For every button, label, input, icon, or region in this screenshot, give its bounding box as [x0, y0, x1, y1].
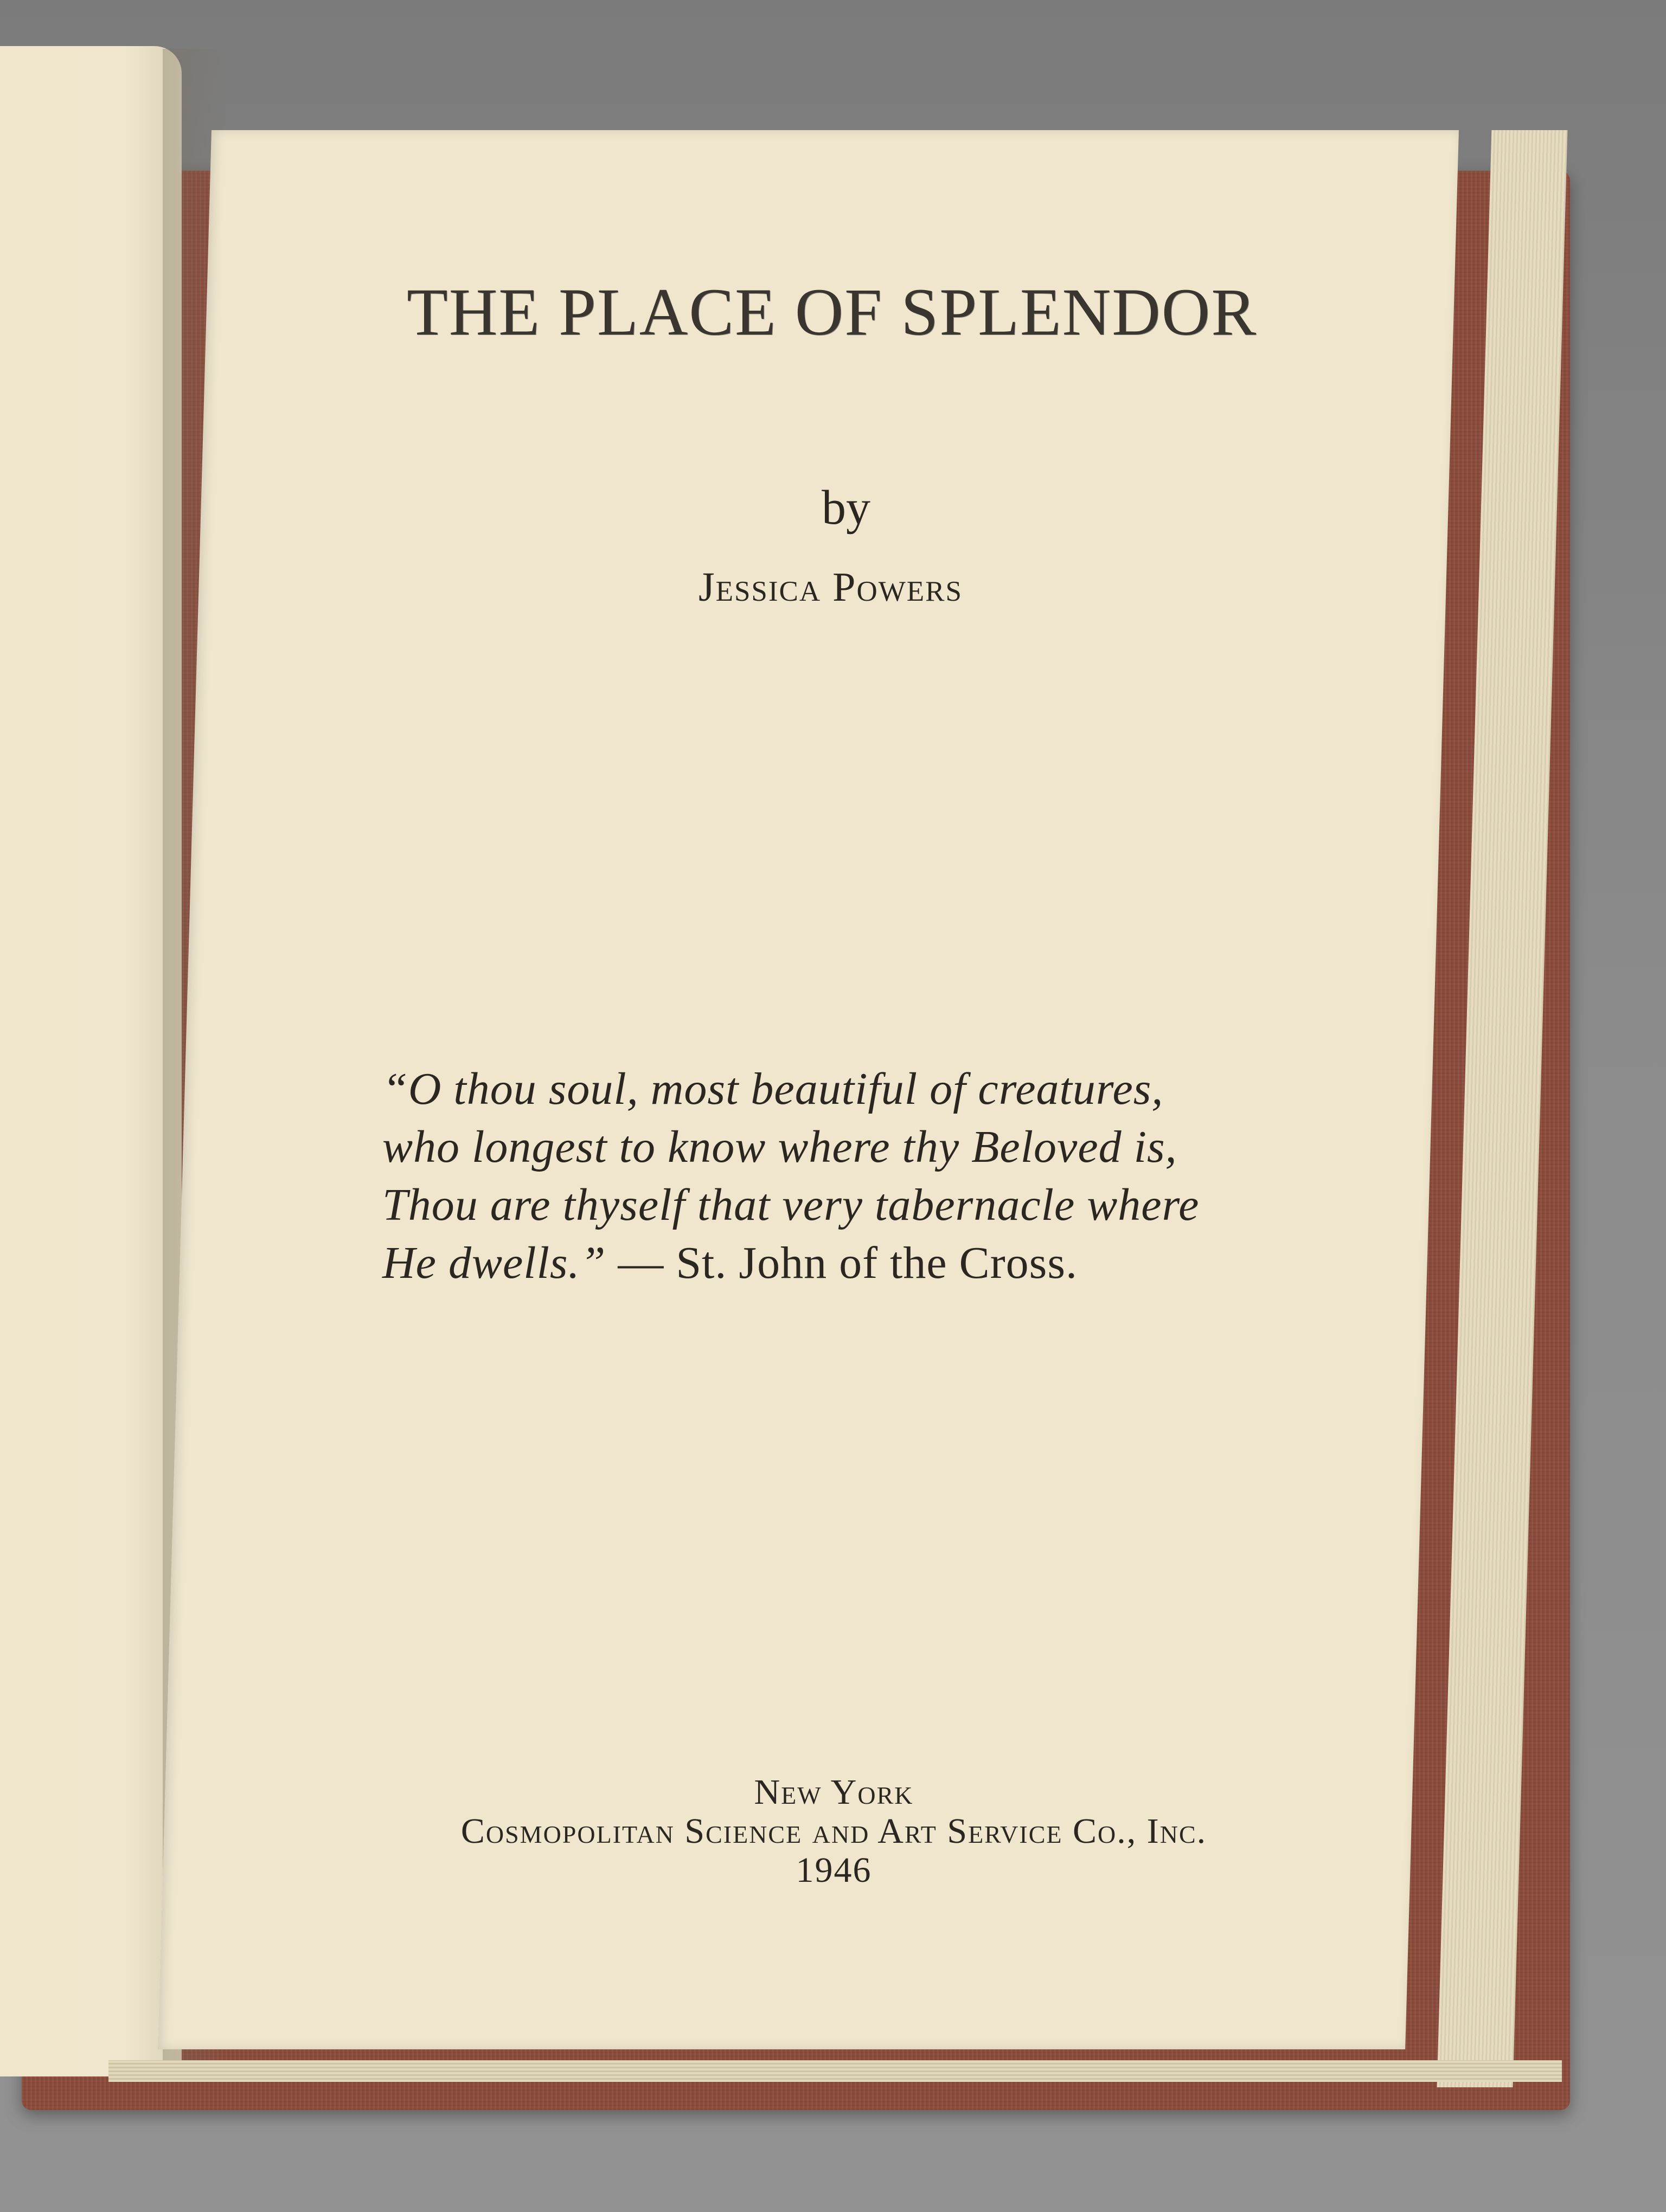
- epigraph-line: who longest to know where thy Beloved is,: [382, 1122, 1177, 1172]
- epigraph-attribution: — St. John of the Cross.: [606, 1238, 1078, 1288]
- by-line: by: [822, 481, 870, 535]
- imprint-year: 1946: [796, 1850, 872, 1890]
- left-page: [0, 46, 182, 2076]
- epigraph-last-line: [382, 1234, 1199, 1292]
- epigraph-line: He dwells.”: [382, 1238, 606, 1288]
- epigraph: [382, 1060, 1199, 1292]
- epigraph-line: “O thou soul, most beautiful of creatures,: [382, 1064, 1164, 1114]
- imprint: [412, 1773, 1255, 1890]
- book-title: THE PLACE OF SPLENDOR: [407, 275, 1258, 349]
- author-name: Jessica Powers: [699, 564, 963, 610]
- imprint-publisher: Cosmopolitan Science and Art Service Co., Inc.: [460, 1811, 1207, 1851]
- imprint-city: New York: [754, 1772, 914, 1812]
- bottom-page-edges: [108, 2060, 1562, 2082]
- epigraph-line: Thou are thyself that very tabernacle where: [382, 1180, 1200, 1230]
